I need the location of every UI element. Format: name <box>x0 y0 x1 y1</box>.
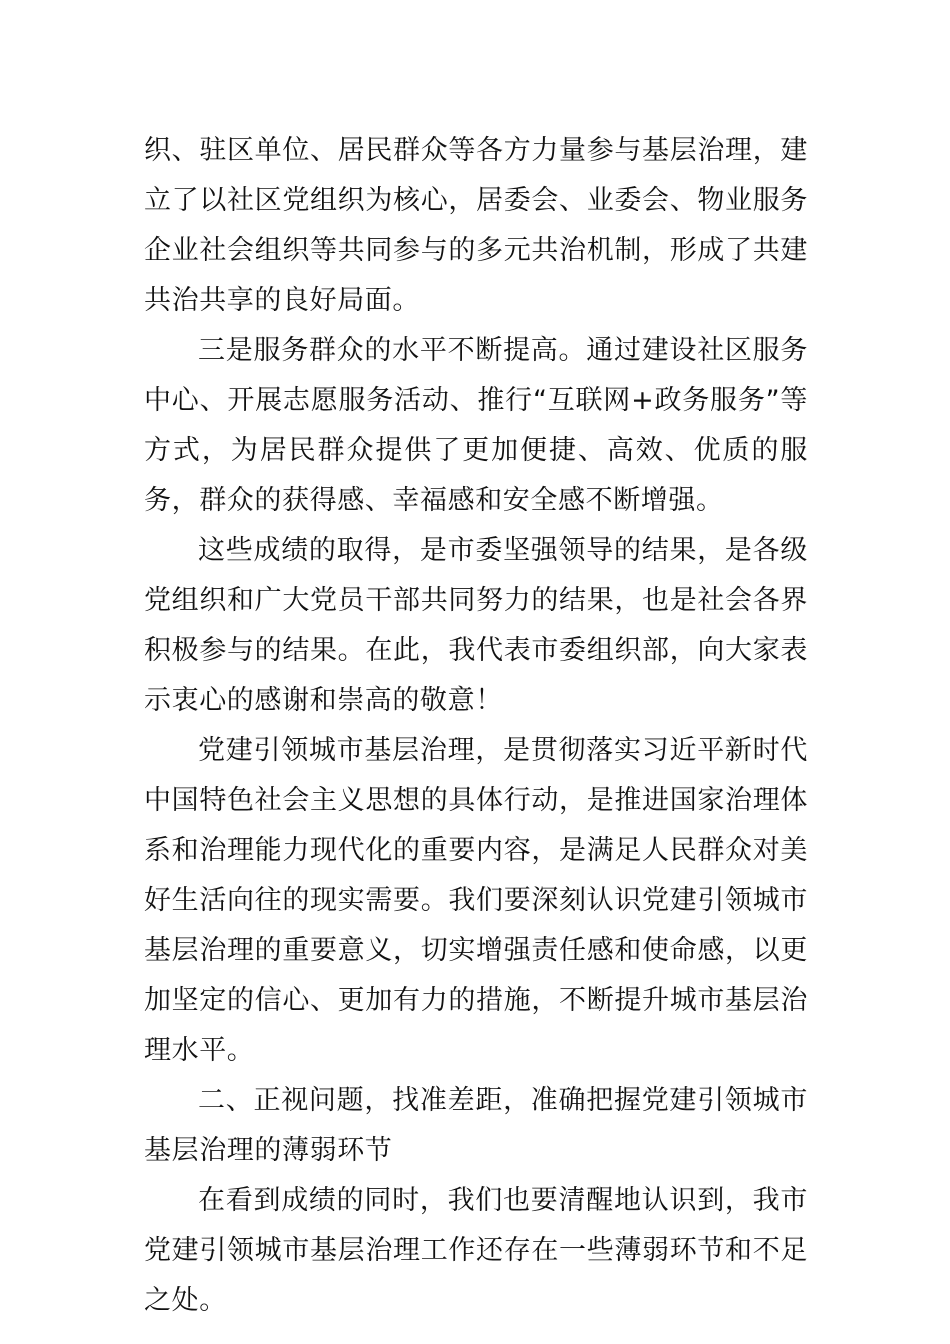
paragraph-continued: 织、驻区单位、居民群众等各方力量参与基层治理，建立了以社区党组织为核心，居委会、业委会、物业服务企业社会组织等共同参与的多元共治机制，形成了共建共治共享的良好局面。 <box>144 135 808 316</box>
document-body <box>144 126 808 1326</box>
paragraph-achievements-thanks: 这些成绩的取得，是市委坚强领导的结果，是各级党组织和广大党员干部共同努力的结果，也是社会各界积极参与的结果。在此，我代表市委组织部，向大家表示衷心的感谢和崇高的敬意！ <box>144 535 808 716</box>
section-heading-two: 二、正视问题，找准差距，准确把握党建引领城市基层治理的薄弱环节 <box>144 1085 808 1166</box>
paragraph-significance: 党建引领城市基层治理，是贯彻落实习近平新时代中国特色社会主义思想的具体行动，是推进国家治理体系和治理能力现代化的重要内容，是满足人民群众对美好生活向往的现实需要。我们要深刻认识党建引领城市基层治理的重要意义，切实增强责任感和使命感，以更加坚定的信心、更加有力的措施，不断提升城市基层治理水平。 <box>144 735 808 1066</box>
paragraph-weaknesses: 在看到成绩的同时，我们也要清醒地认识到，我市党建引领城市基层治理工作还存在一些薄弱环节和不足之处。 <box>144 1185 808 1316</box>
paragraph-service-level: 三是服务群众的水平不断提高。通过建设社区服务中心、开展志愿服务活动、推行“互联网+政务服务”等方式，为居民群众提供了更加便捷、高效、优质的服务，群众的获得感、幸福感和安全感不断增强。 <box>144 335 808 516</box>
